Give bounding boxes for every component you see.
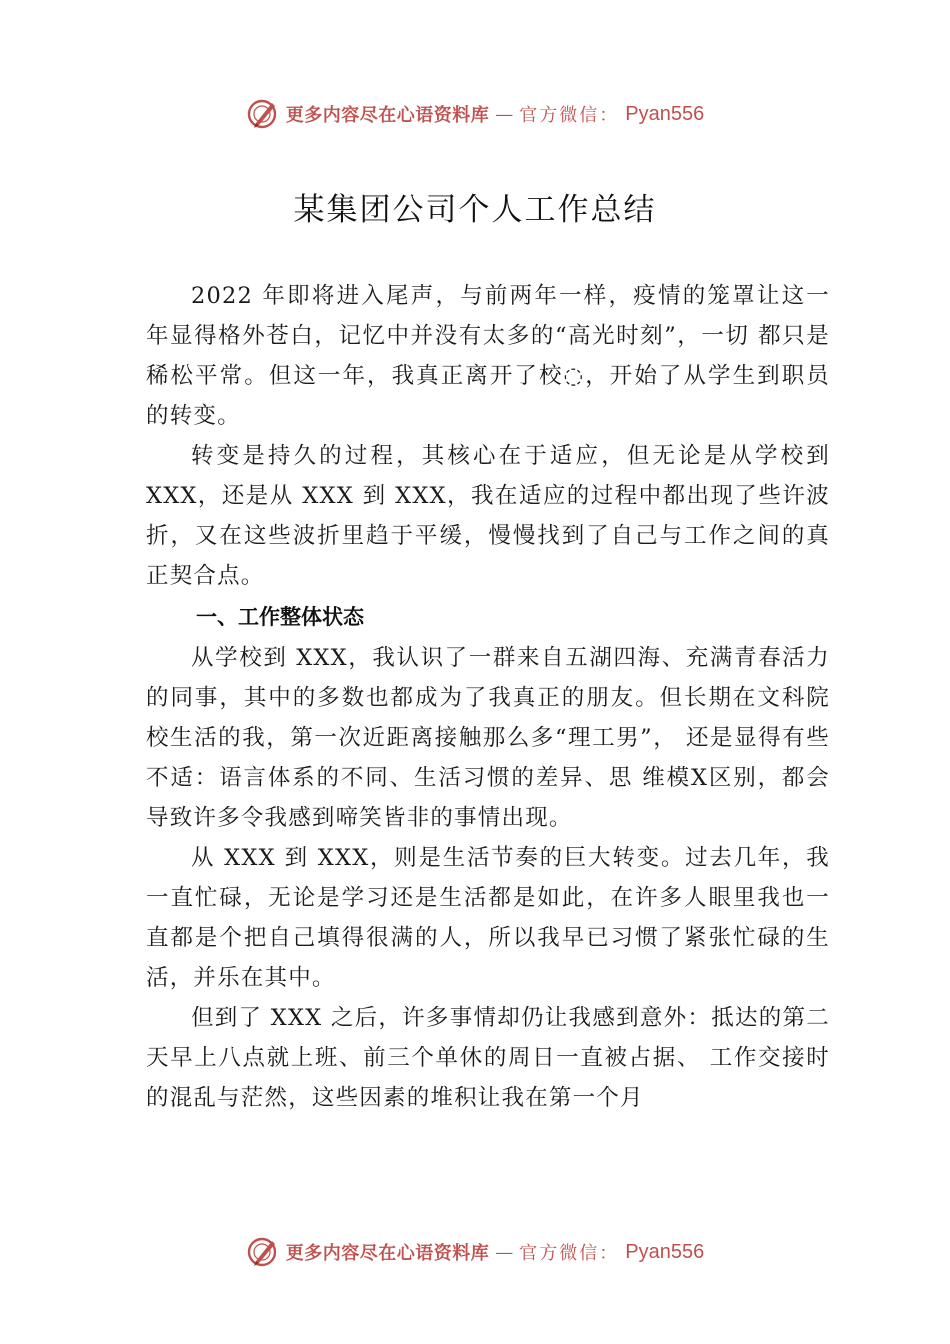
banner-separator: — (495, 103, 514, 125)
body-paragraph: 从 XXX 到 XXX，则是生活节奏的巨大转变。过去几年，我一直忙碌，无论是学习还是生活都是如此，在许多人眼里我也一直都是个把自己填得很满的人，所以我早已习惯了紧张忙碌的生活，并乐在其中。 (146, 845, 830, 991)
document-body (146, 276, 830, 1118)
body-paragraph: 2022 年即将进入尾声，与前两年一样，疫情的笼罩让这一年显得格外苍白，记忆中并没有太多的“高光时刻”，一切 都只是稀松平常。但这一年，我真正离开了校◌，开始了从学生到职员的转变。 (146, 283, 830, 429)
banner-wechat-label: 官方微信： (519, 105, 620, 126)
body-paragraph: 转变是持久的过程，其核心在于适应，但无论是从学校到 XXX，还是从 XXX 到 XXX，我在适应的过程中都出现了些许波折，又在这些波折里趋于平缓，慢慢找到了自己与工作之间的真正契合点。 (146, 443, 830, 589)
pen-logo-icon (246, 97, 280, 131)
section-heading: 一、工作整体状态 (196, 605, 364, 629)
banner-wechat-id: Pyan556 (625, 102, 705, 125)
banner-wechat-id: Pyan556 (625, 1240, 705, 1263)
document-title: 某集团公司个人工作总结 (293, 192, 657, 228)
body-paragraph: 从学校到 XXX，我认识了一群来自五湖四海、充满青春活力的同事，其中的多数也都成为了我真正的朋友。但长期在文科院校生活的我，第一次近距离接触那么多“理工男”， 还是显得有些不适：语言体系的不同、生活习惯的差异、思 维模X区别，都会导致许多令我感到啼笑皆非的事情出现。 (146, 645, 830, 831)
header-banner (0, 94, 950, 134)
body-paragraph: 但到了 XXX 之后，许多事情却仍让我感到意外：抵达的第二天早上八点就上班、前三个单休的周日一直被占据、 工作交接时的混乱与茫然，这些因素的堆积让我在第一个月 (146, 1005, 830, 1111)
banner-brand-text: 更多内容尽在心语资料库 (285, 1243, 490, 1264)
banner-wechat-label: 官方微信： (519, 1243, 620, 1264)
banner-separator: — (495, 1241, 514, 1263)
footer-banner (0, 1232, 950, 1272)
pen-logo-icon (246, 1235, 280, 1269)
banner-brand-text: 更多内容尽在心语资料库 (285, 105, 490, 126)
